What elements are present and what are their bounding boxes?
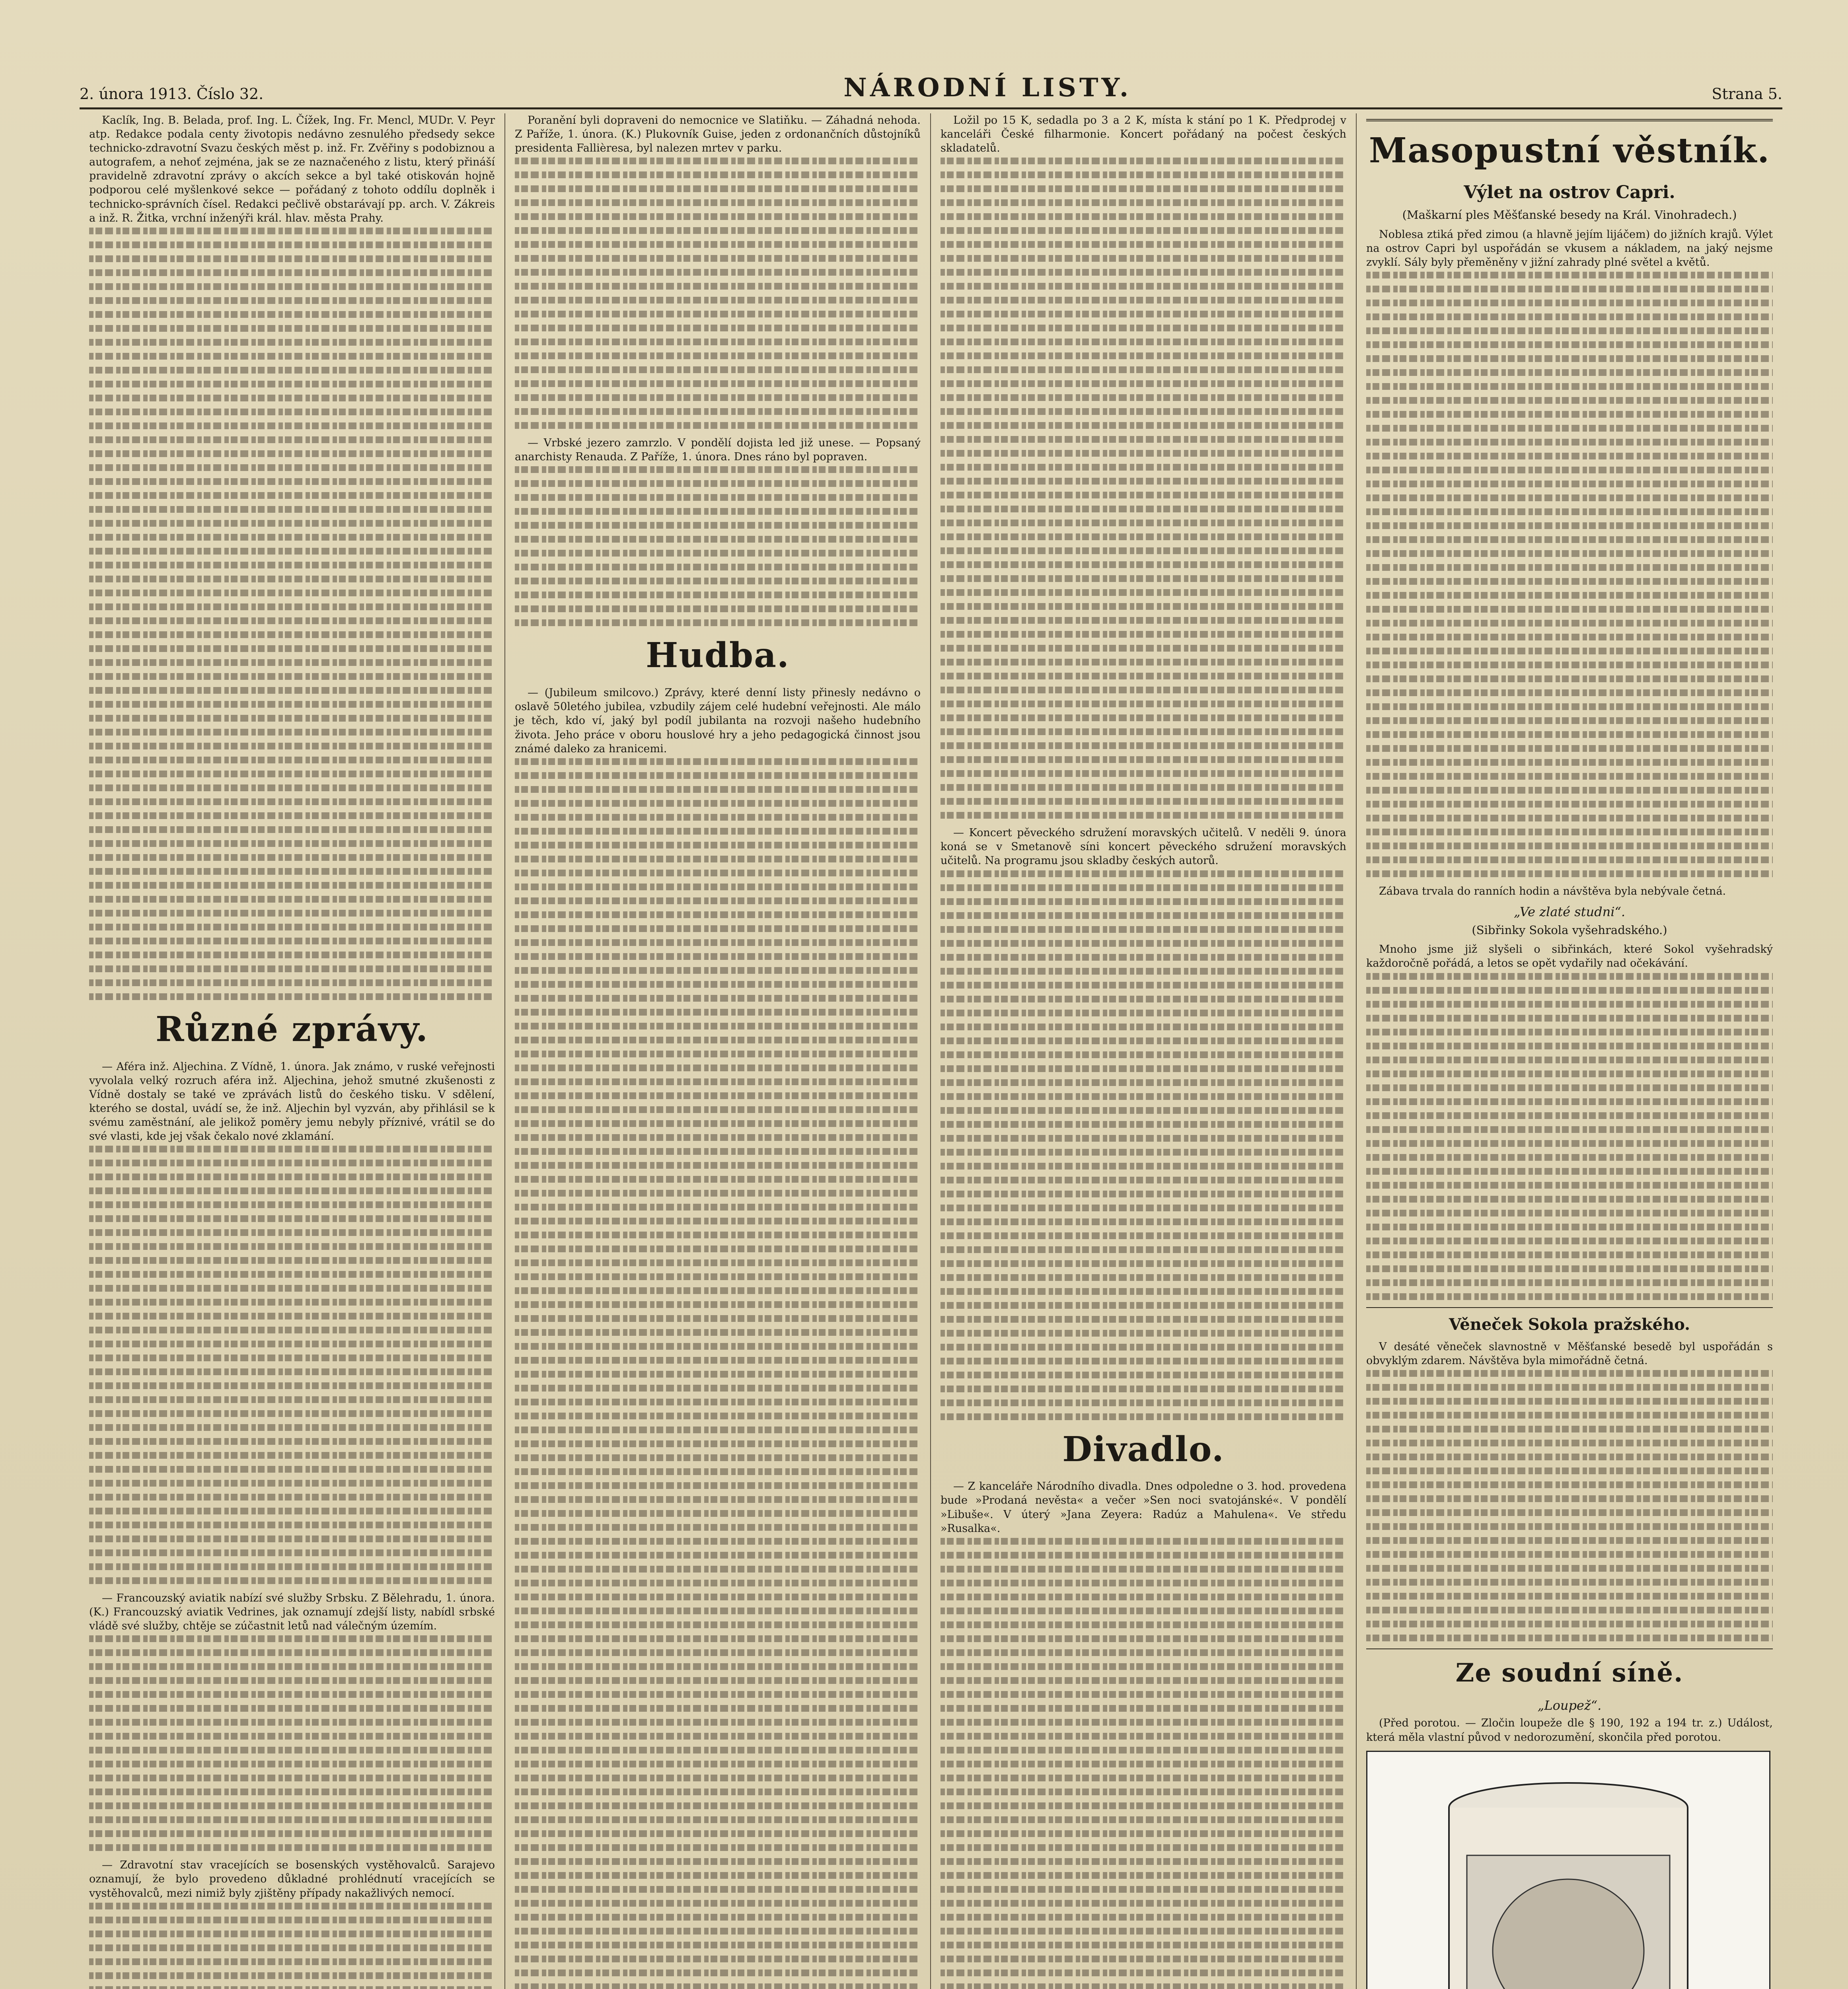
- divider-soud: [1366, 1648, 1773, 1649]
- column-1: [80, 113, 505, 1989]
- article-vystehovalci: — Zdravotní stav vracejících se bosenských vystěhovalců. Sarajevo oznamují, že bylo provedeno důkladné prohlédnutí vracejících se vystěhovalců, mezi nimiž byly zjištěny případy nakažlivých nemocí.: [89, 1859, 495, 1899]
- coffee-can-illustration: [1367, 1752, 1769, 1989]
- column-1-text-block-4: [89, 1903, 495, 1989]
- column-1-text-block: [89, 228, 495, 1000]
- article-narodni-divadlo: — Z kanceláře Národního divadla. Dnes odpoledne o 3. hod. provedena bude »Prodaná nevěsta« a večer »Sen noci svatojánské«. V pondělí »Libuše«. V úterý »Jana Zeyera: Radúz a Mahulena«. Ve středu »Rusalka«.: [941, 1480, 1346, 1535]
- column-4-text-block: [1366, 272, 1773, 877]
- column-2: [505, 113, 931, 1989]
- column-1-text-block-2: [89, 1146, 495, 1584]
- column-3: [931, 113, 1357, 1989]
- column-4: [1357, 113, 1782, 1989]
- article-heading-venecek: Věneček Sokola pražského.: [1449, 1315, 1690, 1334]
- newspaper-title: NÁRODNÍ LISTY.: [843, 73, 1132, 103]
- section-heading-divadlo: Divadlo.: [1062, 1429, 1225, 1469]
- article-vrbske-jezero: — Vrbské jezero zamrzlo. V pondělí dojista led již unese. — Popsaný anarchisty Renauda. Z Paříže, 1. února. Dnes ráno byl popraven.: [515, 437, 921, 463]
- column-1-text-block-3: [89, 1635, 495, 1851]
- article-heading-capri: Výlet na ostrov Capri.: [1464, 182, 1675, 202]
- article-aljechin: — Aféra inž. Aljechina. Z Vídně, 1. února. Jak známo, v ruské veřejnosti vyvolala velký rozruch aféra inž. Aljechina, jehož smutné zkušenosti z Vídně dostaly se také ve zprávách listů do českého tisku. V sdělení, kterého se dostal, uvádí se, že inž. Aljechin byl vyzván, aby přihlásil se k svému zaměstnání, ale jelikož poměry jemu nebyly příznivé, vrátil se do své vlasti, kde jej však čekalo nové zklamání.: [89, 1060, 495, 1143]
- column-2-text-block: [515, 158, 921, 429]
- article-subheading-zlata-studne: (Sibřinky Sokola vyšehradského.): [1472, 923, 1667, 937]
- article-venecek: V desáté věneček slavnostně v Měšťanské besedě byl uspořádán s obvyklým zdarem. Návštěva byla mimořádně četná.: [1366, 1340, 1773, 1367]
- section-heading-ruzne-zpravy: Různé zprávy.: [155, 1009, 429, 1049]
- masthead: [80, 63, 1782, 109]
- article-aviatik: — Francouzský aviatik nabízí své služby Srbsku. Z Bělehradu, 1. února. (K.) Francouzský aviatik Vedrines, jak oznamují zdejší listy, nabídl srbské vládě své služby, chtěje se zúčastnit letů nad válečným územím.: [89, 1592, 495, 1633]
- column-4-text-block-2: [1366, 973, 1773, 1300]
- article-loupez: (Před porotou. — Zločin loupeže dle § 190, 192 a 194 tr. z.) Událost, která měla vlastní původ v nedorozumění, skončila před porotou.: [1366, 1717, 1773, 1744]
- column-1-top-text: Kaclík, Ing. B. Belada, prof. Ing. L. Čížek, Ing. Fr. Mencl, MUDr. V. Peyr atp. Redakce podala centy životopis nedávno zesnulého předsedy sekce technicko-zdravotní Svazu českých měst p. inž. Fr. Zvěřiny s podobiznou a autografem, a nehoť zejména, jak se ze naznačeného z listu, který přináší pravidelně zdravotní zprávy o akcích sekce a byl také otiskován hojně podporou celé myšlenkové sekce — pořádaný z tohoto oddílu doplněk i technicko-správních čísel. Redakci pečlivě obstarávají pp. arch. V. Zákreis a inž. R. Žitka, vrchní inženýři král. hlav. města Prahy.: [89, 114, 495, 224]
- article-capri-lead: Noblesa ztiká před zimou (a hlavně jejím lijáčem) do jižních krajů. Výlet na ostrov Capri byl uspořádán se vkusem a nákladem, na jaký nejsme zvyklí. Sály byly přeměněny v jižní zahrady plné světel a květů.: [1366, 228, 1773, 269]
- section-heading-masopustni-vestnik: Masopustní věstník.: [1369, 130, 1770, 171]
- issue-date: 2. února 1913. Číslo 32.: [80, 85, 264, 103]
- column-3-text-block-3: [941, 1538, 1346, 1989]
- article-capri-end: Zábava trvala do ranních hodin a návštěva byla nebývale četná.: [1379, 885, 1726, 897]
- divider-top: [1366, 119, 1773, 121]
- article-vstupenky: Ložil po 15 K, sedadla po 3 a 2 K, místa k stání po 1 K. Předprodej v kanceláři České filharmonie. Koncert pořádaný na počest českých skladatelů.: [941, 114, 1346, 155]
- coffee-advertisement: [1366, 1751, 1770, 1989]
- article-zlata-studne: Mnoho jsme již slyšeli o sibřinkách, které Sokol vyšehradský každoročně pořádá, a letos se opět vydařily nad očekávání.: [1366, 943, 1773, 970]
- section-heading-soudni-sin: Ze soudní síně.: [1455, 1658, 1684, 1688]
- column-3-text-block-2: [941, 870, 1346, 1420]
- article-heading-loupez: „Loupež“.: [1537, 1697, 1602, 1713]
- column-2-text-block-3: [515, 758, 921, 1989]
- text-columns: [80, 113, 1782, 1989]
- article-jubileum: — (Jubileum smilcovo.) Zprávy, které denní listy přinesly nedávno o oslavě 50letého jubilea, vzbudily zájem celé hudební veřejnosti. Ale málo je těch, kdo ví, jaký byl podíl jubilanta na rozvoji našeho hudebního života. Jeho práce v oboru houslové hry a jeho pedagogická činnost jsou známé daleko za hranicemi.: [515, 687, 921, 755]
- article-pevecke-sdruzeni: — Koncert pěveckého sdružení moravských učitelů. V neděli 9. února koná se v Smetanově síni koncert pěveckého sdružení moravských učitelů. Na programu jsou skladby českých autorů.: [941, 827, 1346, 867]
- page-number: Strana 5.: [1712, 85, 1782, 103]
- column-2-text-block-2: [515, 466, 921, 626]
- article-subheading-capri: (Maškarní ples Měšťanské besedy na Král. Vinohradech.): [1402, 208, 1737, 222]
- divider-mid: [1366, 1307, 1773, 1308]
- column-4-text-block-3: [1366, 1370, 1773, 1641]
- article-heading-zlata-studne: „Ve zlaté studni“.: [1514, 904, 1625, 920]
- article-poraneni: Poranění byli dopraveni do nemocnice ve Slatiňku. — Záhadná nehoda. Z Paříže, 1. února. (K.) Plukovník Guise, jeden z ordonančních důstojníků presidenta Fallièresa, byl nalezen mrtev v parku.: [515, 114, 921, 155]
- section-heading-hudba: Hudba.: [646, 635, 790, 676]
- column-3-text-block: [941, 158, 1346, 819]
